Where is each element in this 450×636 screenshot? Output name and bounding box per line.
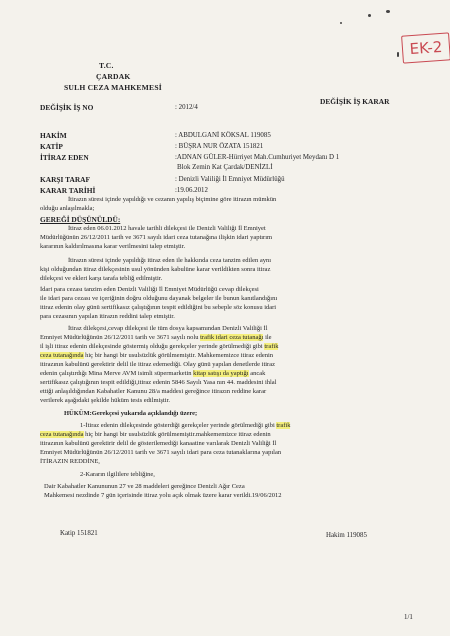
body-line: kararının kaldırılmasına karar verilmesini talep etmiştir. [40, 243, 186, 250]
highlight: trafik [264, 343, 279, 350]
body-line: verilerek aşağıdaki şekilde hüküm tesis edilmiştir. [40, 397, 170, 404]
body-line: sertifikasız çalıştığının tespit edildiği,itiraz edenin 5846 Sayılı Yasa nın 44. maddesini ihlal [40, 379, 277, 386]
body-line: il işli itiraz edenin dilekçesinde göstermiş olduğu gerekçeler yerinde görülmediği gibi trafik [40, 343, 279, 350]
highlight: trafik idari ceza tutanağı [200, 334, 264, 341]
body-line: itiraz edenin olay günü sertifikasız çalıştığının tespit edildiğini bu sebeple söz konusu idari [40, 304, 277, 311]
decision-date-value: :19.06.2012 [175, 187, 208, 194]
clerk-signature: Katip 151821 [60, 530, 98, 537]
verdict-line: Mahkemesi nezdinde 7 gün içerisinde itiraz yolu açık olmak üzere karar verildi.19/06/2012 [44, 492, 282, 499]
verdict-line: Dair Kabahatler Kanununun 27 ve 28 maddeleri gereğince Denizli Ağır Ceza [44, 483, 245, 490]
ek-stamp: EK-2 [401, 32, 450, 63]
verdict-line: Emniyet Müdürlüğünün 26/12/2011 tarih ve 3671 sayılı idari para ceza tutanaklarına yapılan [40, 449, 282, 456]
body-line: Emniyet Müdürlüğünün 26/12/2011 tarih ve 3671 sayılı nolu trafik idari ceza tutanağı ile [40, 334, 272, 341]
verdict-title: HÜKÜM:Gerekçesi yukarıda açıklandığı üzere; [64, 410, 198, 417]
highlight: trafik [276, 422, 291, 429]
verdict-line: 2-Kararın ilgililere tebliğine, [80, 471, 155, 478]
counterparty-value: : Denizli Valiliği İl Emniyet Müdürlüğü [175, 176, 285, 183]
intro-line: İtirazın süresi içinde yapıldığı ve cezanın yapılış biçimine göre itirazın mümkün [68, 196, 277, 203]
clerk-value: : BÜŞRA NUR ÖZATA 151821 [175, 143, 264, 150]
decision-date-label: KARAR TARİHİ [40, 186, 96, 195]
header-tc: T.C. [99, 61, 114, 70]
decision-no-value: : 2012/4 [175, 104, 198, 111]
body-line: kişi olduğundan itiraz dilekçesinin usul yönünden kabulüne karar verildikten sonra itiraz [40, 266, 271, 273]
verdict-line: ceza tutanağında hiç bir hangi bir usulsüzlük görülmemiştir.mahkememizce itiraz edenin [40, 431, 271, 438]
body-line: itirazının kabulünü gerektirir delil ile itiraz edemediği. Olay günü yapılan denetlerde itiraz [40, 361, 275, 368]
section-title: GEREĞİ DÜŞÜNÜLDÜ: [40, 215, 121, 224]
scan-speck [386, 10, 390, 13]
judge-value: : ABDULGANİ KÖKSAL 119085 [175, 132, 271, 139]
judge-label: HAKİM [40, 131, 67, 140]
decision-no-label: DEĞİŞİK İŞ NO [40, 103, 94, 112]
body-line: para cezasının yapılan itirazın reddini talep etmiştir. [40, 313, 175, 320]
body-line: edenin çalıştırdığı Mina Merve AVM isimli süpermarketin kitap satışı da yaptığı ancak [40, 370, 266, 377]
clerk-label: KATİP [40, 142, 63, 151]
body-line: Müdürlüğünün 26/12/2011 tarih ve 3671 sayılı idari ceza tutanağına ilişkin idari yaptırım [40, 234, 273, 241]
body-line: İtiraz dilekçesi,cevap dilekçesi ile tüm dosya kapsamından Denizli Valiliği İl [68, 325, 268, 332]
intro-line: olduğu anlaşılmakla; [40, 205, 95, 212]
verdict-line: İTİRAZIN REDDİNE, [40, 458, 100, 465]
page-number: 1/1 [404, 614, 413, 621]
highlight: ceza tutanağında [40, 352, 84, 359]
body-line: ile idari para cezası ve içeriğinin doğru olduğunu dayanak belgeler ile bunun kanıtlandığını [40, 295, 278, 302]
scan-speck [368, 14, 371, 17]
highlight: ceza tutanağında [40, 431, 84, 438]
header-court: SULH CEZA MAHKEMESİ [64, 83, 162, 92]
body-line: ettiği anlaşıldığından Kabahatler Kanunu 28/a maddesi gereğince itirazın reddine karar [40, 388, 267, 395]
body-line: İtiraz eden 06.01.2012 havale tarihli dilekçesi ile Denizli Valiliği İl Emniyet [68, 225, 266, 232]
body-line: İdari para cezası tanzim eden Denizli Valiliği İl Emniyet Müdürlüğü cevap dilekçesi [40, 286, 259, 293]
verdict-line: itirazının kabulünü gerektirir delil de gösterilemediği kanaatine varılarak Denizli Valiliği İl [40, 440, 277, 447]
body-line: dilekçesi ve ekleri karşı tarafa tebliğ edilmiştir. [40, 275, 163, 282]
body-line: ceza tutanağında hiç bir hangi bir usulsüzlük görülmemiştir. Mahkememizce itiraz edenin [40, 352, 274, 359]
objector-value: :ADNAN GÜLER-Hürriyet Mah.Cumhuriyet Meydanı D 1 [175, 154, 340, 161]
objector-label: İTİRAZ EDEN [40, 153, 89, 162]
verdict-line: 1-İtiraz edenin dilekçesinde gösterdiği gerekçeler yerinde görülmediği gibi trafik [80, 422, 291, 429]
decision-type-title: DEĞİŞİK İŞ KARAR [320, 97, 390, 106]
scan-speck [397, 52, 399, 57]
body-line: İtirazın süresi içinde yapıldığı itiraz eden ile hakkında ceza tanzim edilen aynı [68, 257, 272, 264]
objector-address: Blok Zemin Kat Çardak/DENİZLİ [177, 164, 273, 171]
judge-signature: Hakim 119085 [326, 532, 367, 539]
highlight: kitap satışı da yaptığı [193, 370, 249, 377]
header-city: ÇARDAK [96, 72, 131, 81]
counterparty-label: KARŞI TARAF [40, 175, 91, 184]
scan-speck [340, 22, 342, 24]
